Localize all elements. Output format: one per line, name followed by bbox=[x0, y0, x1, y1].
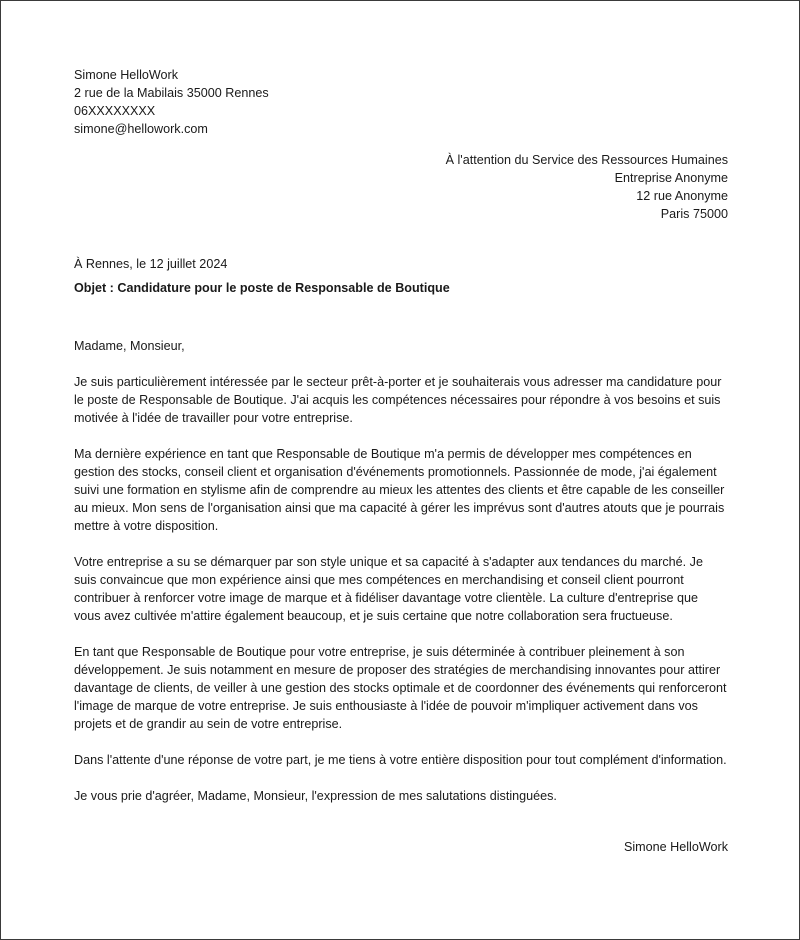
date-line: À Rennes, le 12 juillet 2024 bbox=[74, 257, 228, 271]
signature: Simone HelloWork bbox=[623, 840, 728, 854]
recipient-street: 12 rue Anonyme bbox=[636, 189, 728, 203]
paragraph-4: En tant que Responsable de Boutique pour votre entreprise, je suis déterminée à contribuer pleinement à son développement. Je suis notamment en mesure de proposer des stratégies de merchandising innovantes pour attirer davantage de clients, de veiller à une gestion des stocks optimale et de coordonner des événements qui renforceront l'image de marque de votre entreprise. Je suis enthousiaste à l'idée de pouvoir m'impliquer activement dans vos projets et de grandir au sein de votre entreprise. bbox=[74, 645, 727, 731]
recipient-company: Entreprise Anonyme bbox=[614, 171, 728, 185]
salutation: Madame, Monsieur, bbox=[74, 339, 185, 353]
sender-address: 2 rue de la Mabilais 35000 Rennes bbox=[74, 86, 269, 100]
subject-line: Objet : Candidature pour le poste de Responsable de Boutique bbox=[74, 281, 450, 295]
paragraph-3: Votre entreprise a su se démarquer par son style unique et sa capacité à s'adapter aux tendances du marché. Je suis convaincue que mon expérience ainsi que mes compétences en merchandising et conseil client pourront contribuer à renforcer votre image de marque et à fidéliser davantage votre clientèle. La culture d'entreprise que vous avez cultivée m'attire également beaucoup, et je suis certaine que notre collaboration sera fructueuse. bbox=[74, 555, 703, 623]
paragraph-5: Dans l'attente d'une réponse de votre part, je me tiens à votre entière disposition pour tout complément d'information. bbox=[74, 753, 727, 767]
recipient-city: Paris 75000 bbox=[660, 207, 728, 221]
recipient-attention: À l'attention du Service des Ressources Humaines bbox=[445, 153, 728, 167]
sender-phone: 06XXXXXXXX bbox=[74, 104, 156, 118]
sender-email: simone@hellowork.com bbox=[74, 122, 208, 136]
letter-body bbox=[74, 66, 728, 856]
paragraph-2: Ma dernière expérience en tant que Responsable de Boutique m'a permis de développer mes compétences en gestion des stocks, conseil client et organisation d'événements promotionnels. Passionnée de mode, j'ai également suivi une formation en stylisme afin de comprendre au mieux les attentes des clients et être capable de les conseiller au mieux. Mon sens de l'organisation ainsi que ma capacité à gérer les imprévus sont d'autres atouts que je pourrais mettre à votre disposition. bbox=[74, 447, 725, 533]
closing-formula: Je vous prie d'agréer, Madame, Monsieur, l'expression de mes salutations distinguées. bbox=[74, 789, 557, 803]
sender-block bbox=[74, 66, 728, 138]
sender-name: Simone HelloWork bbox=[74, 68, 179, 82]
recipient-block bbox=[74, 151, 728, 223]
paragraph-1: Je suis particulièrement intéressée par le secteur prêt-à-porter et je souhaiterais vous adresser ma candidature pour le poste de Responsable de Boutique. J'ai acquis les compétences nécessaires pour répondre à vos besoins et suis motivée à l'idée de travailler pour votre entreprise. bbox=[74, 375, 722, 425]
